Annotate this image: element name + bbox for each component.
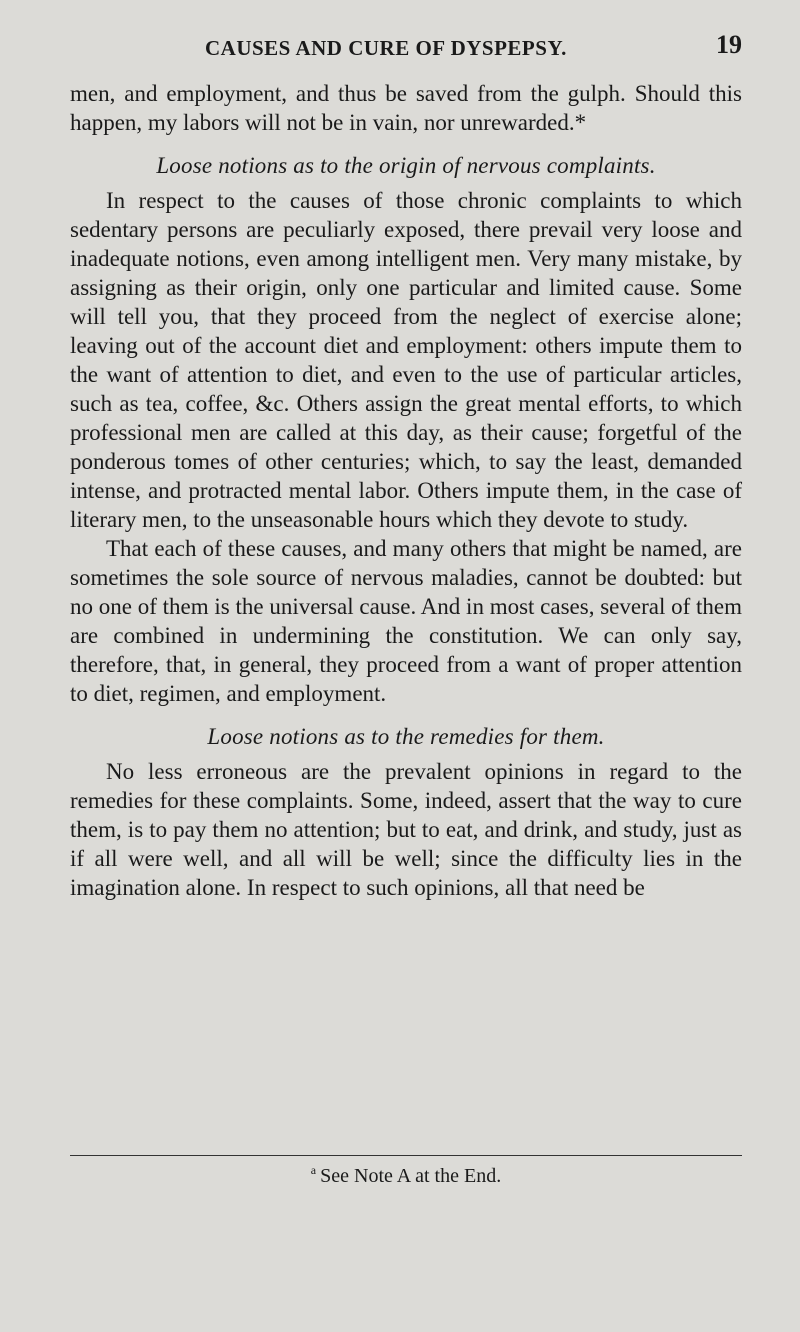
paragraph-sole-source: That each of these causes, and many others that might be named, are sometimes the sole source of nervous maladies, cannot be doubted: but no one of them is the universal cause. And in most cases, several of them are combined in undermining the constitution. We can only say, therefore, that, in general, they proceed from a want of proper attention to diet, regimen, and employment. bbox=[70, 536, 742, 706]
section-heading-origin: Loose notions as to the origin of nervous complaints. bbox=[156, 153, 656, 178]
running-head: CAUSES AND CURE OF DYSPEPSY. bbox=[205, 36, 567, 60]
page-number: 19 bbox=[716, 30, 742, 59]
paragraph-causes: In respect to the causes of those chronic complaints to which sedentary persons are peculiarly exposed, there prevail very loose and inadequate notions, even among intelligent men. Very many mistake, by assigning as their origin, only one particular and limited cause. Some will tell you, that they proceed from the neglect of exercise alone; leaving out of the account diet and employment: others impute them to the want of attention to diet, and even to the use of particular articles, such as tea, coffee, &c. Others assign the great mental efforts, to which professional men are called at this day, as their cause; forgetful of the ponderous tomes of other centuries; which, to say the least, demanded intense, and protracted mental labor. Others impute them, in the case of literary men, to the unseasonable hours which they devote to study. bbox=[70, 188, 742, 532]
body-text bbox=[70, 79, 742, 902]
footnote-text: See Note A at the End. bbox=[320, 1165, 502, 1187]
footnote-marker: a bbox=[310, 1163, 317, 1177]
footnote-divider bbox=[70, 1155, 742, 1156]
footnote bbox=[70, 1165, 742, 1188]
section-heading-remedies: Loose notions as to the remedies for them. bbox=[207, 724, 605, 749]
paragraph-continuation: men, and employment, and thus be saved from the gulph. Should this happen, my labors will not be in vain, nor unrewarded.* bbox=[70, 81, 742, 135]
paragraph-remedies: No less erroneous are the prevalent opinions in regard to the remedies for these complaints. Some, indeed, assert that the way to cure them, is to pay them no attention; but to eat, and drink, and study, just as if all were well, and all will be well; since the difficulty lies in the imagination alone. In respect to such opinions, all that need be bbox=[70, 759, 742, 900]
